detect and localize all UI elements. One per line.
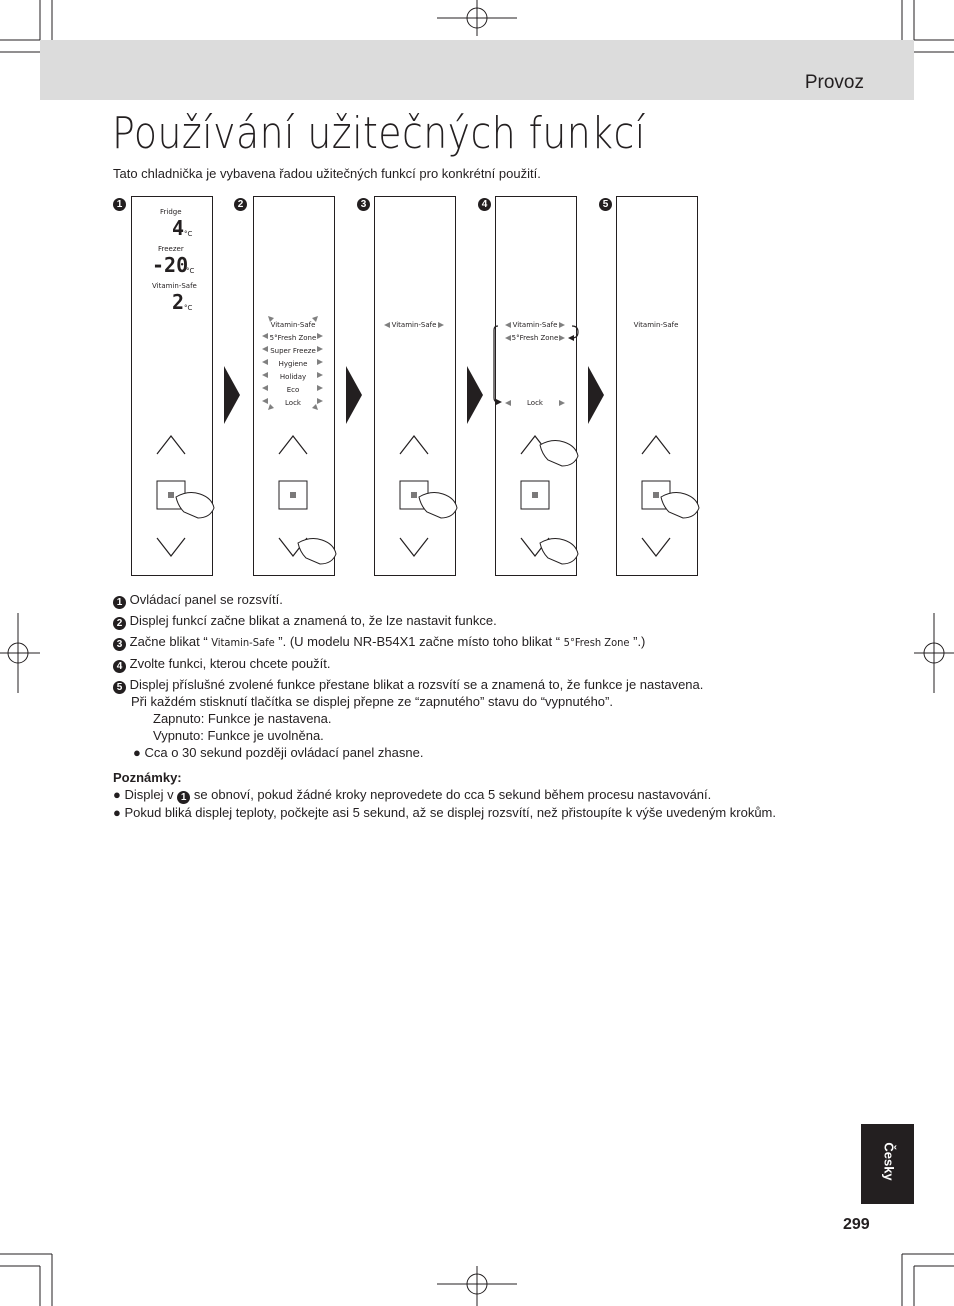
step-4	[113, 656, 331, 673]
function-item: Lock	[285, 399, 301, 407]
step-3-text: ”. (U modelu NR-B54X1 začne místo toho blikat “	[274, 634, 564, 649]
blink-triangle-icons	[262, 316, 565, 410]
fridge-temp: 4	[172, 216, 185, 240]
language-tab-label: Česky	[881, 1142, 897, 1181]
step-3-text: Začne blikat “	[129, 634, 212, 649]
note-2: ● Pokud bliká displej teploty, počkejte asi 5 sekund, až se displej rozsvítí, než přistoupíte k výše uvedeným krokům.	[113, 805, 776, 820]
function-item: 5°Fresh Zone	[269, 334, 317, 342]
step-3	[113, 634, 645, 651]
note-1	[113, 787, 711, 804]
freezer-temp: -20	[152, 253, 189, 277]
function-item: Vitamin-Safe	[270, 321, 316, 329]
figure-step-number: 5	[599, 198, 612, 211]
step-number: 3	[113, 638, 126, 651]
figure-step-number: 2	[234, 198, 247, 211]
fridge-label: Fridge	[160, 208, 182, 216]
bracket-arrowheads	[496, 335, 574, 405]
step-1	[113, 592, 283, 609]
figure-step-number: 3	[357, 198, 370, 211]
step-2-text: Displej funkcí začne blikat a znamená to, že lze nastavit funkce.	[129, 613, 497, 628]
step-4-text: Zvolte funkci, kterou chcete použít.	[129, 656, 331, 671]
vitamin-safe-temp: 2	[172, 290, 185, 314]
fresh-zone-inline-label: 5°Fresh Zone	[563, 636, 630, 649]
step-5-bullet: ● Cca o 30 sekund později ovládací panel zhasne.	[133, 745, 424, 760]
page-number: 299	[843, 1216, 870, 1233]
step-1-text: Ovládací panel se rozsvítí.	[129, 592, 283, 607]
step-number: 1	[113, 596, 126, 609]
language-tab	[861, 1124, 914, 1204]
unit-label: °C	[184, 230, 193, 238]
note-1-text: se obnoví, pokud žádné kroky neprovedete do cca 5 sekund během procesu nastavování.	[190, 787, 712, 802]
freezer-label: Freezer	[158, 245, 184, 253]
step-5-line-2: Při každém stisknutí tlačítka se displej přepne ze “zapnutého” stavu do “vypnutého”.	[131, 694, 613, 709]
step-2	[113, 613, 497, 630]
section-label: Provoz	[804, 72, 864, 93]
step-number: 2	[113, 617, 126, 630]
figure-step-number: 1	[113, 198, 126, 211]
vitamin-safe-inline-label: Vitamin-Safe	[211, 636, 275, 649]
step-number: 1	[177, 791, 190, 804]
step-arrow-icons	[224, 366, 604, 424]
function-item: Hygiene	[278, 360, 308, 368]
lock-label: Lock	[527, 399, 543, 407]
unit-label: °C	[184, 304, 193, 312]
function-item: Eco	[286, 386, 300, 394]
figure-step-number: 4	[478, 198, 491, 211]
step-number: 4	[113, 660, 126, 673]
vitamin-safe-label: Vitamin-Safe	[633, 321, 679, 329]
step-5-text: Displej příslušné zvolené funkce přestane blikat a rozsvítí se a znamená to, že funkce je nastavena.	[129, 677, 704, 692]
function-item: Super Freeze	[270, 347, 316, 355]
vitamin-safe-label: Vitamin-Safe	[152, 282, 197, 290]
step-5-on: Zapnuto: Funkce je nastavena.	[153, 711, 332, 726]
page-title: Používání užitečných funkcí	[112, 108, 646, 159]
notes-title: Poznámky:	[113, 770, 182, 785]
function-item: Holiday	[279, 373, 307, 381]
button-dot-icons	[168, 492, 659, 498]
step-number: 5	[113, 681, 126, 694]
pointing-hand-icons	[176, 441, 699, 564]
step-3-text: ”.)	[629, 634, 646, 649]
vitamin-safe-label: Vitamin-Safe	[512, 321, 558, 329]
note-1-text: ● Displej v	[113, 787, 178, 802]
step-5-off: Vypnuto: Funkce je uvolněna.	[153, 728, 324, 743]
vitamin-safe-label: Vitamin-Safe	[391, 321, 437, 329]
step-5	[113, 677, 703, 694]
intro-text: Tato chladnička je vybavena řadou užitečných funkcí pro konkrétní použití.	[113, 166, 541, 181]
fresh-zone-label: 5°Fresh Zone	[511, 334, 559, 342]
unit-label: °C	[186, 267, 195, 275]
